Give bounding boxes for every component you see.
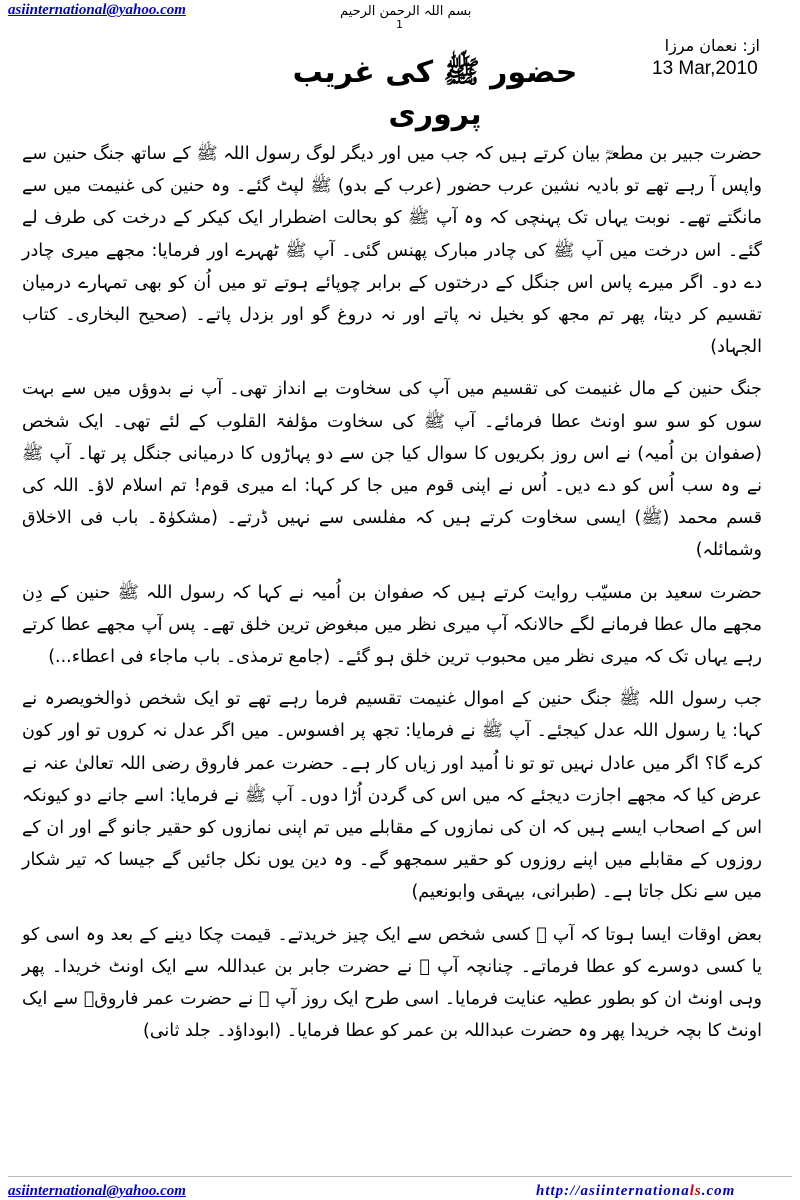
paragraph: جب رسول اللہ ﷺ جنگ حنین کے اموال غنیمت تقسیم فرما رہے تھے تو ایک شخص ذوالخویصرہ نے کہا: یا رسول اللہ عدل کیجئے۔ آپ ﷺ نے فرمایا: تجھ پر افسوس۔ میں اگر عدل نہ کروں تو اور کون کرے گا؟ اگر میں عادل نہیں تو تو نا اُمید اور زیاں کار ہے۔ حضرت عمر فاروق رضی اللہ تعالیٰ عنہ نے عرض کیا کہ مجھے اجازت دیجئے کہ میں اس کی گردن اُڑا دوں۔ آپ ﷺ نے فرمایا: اسے جانے دو کیونکہ اس کے اصحاب ایسے ہیں کہ ان کی نمازوں کے مقابلے میں تم اپنی نمازوں کو حقیر جانو گے اور ان کے روزوں کے مقابلے میں اپنے روزوں کو حقیر سمجھو گے۔ وہ دین یوں نکل جائیں گے جیسا کہ تیر شکار میں سے نکل جاتا ہے۔ (طبرانی، بیہقی وابونعیم) bbox=[22, 689, 762, 903]
article-body bbox=[22, 138, 762, 1057]
paragraph: حضرت سعید بن مسیّب روایت کرتے ہیں کہ صفوان بن اُمیہ نے کہا کہ رسول اللہ ﷺ حنین کے دِن مجھے مال عطا فرمانے لگے حالانکہ آپ میری نظر میں مبغوض ترین خلق تھے۔ پس آپ مجھے عطا کرتے رہے یہاں تک کہ میری نظر میں محبوب ترین خلق ہو گئے۔ (جامع ترمذی۔ باب ماجاء فی اعطاء...) bbox=[22, 582, 762, 668]
footer-email-link[interactable]: asiinternational@yahoo.com bbox=[8, 1183, 186, 1199]
paragraph: جنگ حنین کے مال غنیمت کی تقسیم میں آپ کی سخاوت بے انداز تھی۔ آپ نے بدوؤں میں سے بہت سوں کو سو سو اونٹ عطا فرمائے۔ آپ ﷺ کی سخاوت مؤلفۃ القلوب کے لئے تھی۔ ایک شخص (صفوان بن اُمیہ) نے اس روز بکریوں کا سوال کیا جن سے دو پہاڑوں کا درمیانی جنگل پر تھا۔ آپ ﷺ نے وہ سب اُس کو دے دیں۔ اُس نے اپنی قوم میں جا کر کہا: اے میری قوم! تم اسلام لاؤ۔ اللہ کی قسم محمد (ﷺ) ایسی سخاوت کرتے ہیں کہ مفلسی سے نہیں ڈرتے۔ (مشکوٰۃ۔ باب فی الاخلاق وشمائلہ) bbox=[22, 379, 762, 561]
page-number: 1 bbox=[396, 18, 403, 31]
header-email-link[interactable]: asiinternational@yahoo.com bbox=[8, 2, 186, 18]
article-title: حضور ﷺ کی غریب پروری bbox=[292, 55, 578, 132]
footer-divider bbox=[8, 1176, 792, 1177]
footer-website-link[interactable] bbox=[536, 1183, 735, 1200]
publish-date: 13 Mar,2010 bbox=[652, 58, 758, 79]
footer-url-suffix: .com bbox=[701, 1183, 736, 1199]
footer-url-prefix: http://asiinternationa bbox=[536, 1183, 690, 1199]
author-byline: از: نعمان مرزا bbox=[664, 36, 760, 55]
paragraph: حضرت جبیر بن مطعمؓ بیان کرتے ہیں کہ جب میں اور دیگر لوگ رسول اللہ ﷺ کے ساتھ جنگ حنین سے واپس آ رہے تھے تو بادیہ نشین عرب حضور (عرب کے بدو) ﷺ لپٹ گئے۔ وہ حنین کی غنیمت میں سے مانگتے تھے۔ نوبت یہاں تک پہنچی کہ وہ آپ ﷺ کو بحالت اضطرار ایک کیکر کے درخت کی طرف لے گئے۔ اس درخت میں آپ ﷺ کی چادر مبارک پھنس گئی۔ آپ ﷺ ٹھہرے اور فرمایا: مجھے میری چادر دے دو۔ اگر میرے پاس اس جنگل کے درختوں کے برابر چوپائے ہوتے تو میں اُن کو بھی تمہارے درمیان تقسیم کر دیتا، پھر تم مجھ کو بخیل نہ پاتے اور نہ دروغ گو اور بزدل پاتے۔ (صحیح البخاری۔ کتاب الجہاد) bbox=[22, 144, 762, 358]
footer-url-highlight: ls bbox=[689, 1183, 702, 1199]
paragraph: بعض اوقات ایسا ہوتا کہ آپ ﷺ کسی شخص سے ایک چیز خریدتے۔ قیمت چکا دینے کے بعد وہ اسی کو یا کسی دوسرے کو عطا فرماتے۔ چنانچہ آپ ﷺ نے حضرت جابر بن عبداللہ سے ایک اونٹ خریدا۔ پھر وہی اونٹ ان کو بطور عطیہ عنایت فرمایا۔ اسی طرح ایک روز آپ ﷺ نے حضرت عمر فاروقؓ سے ایک اونٹ کا بچہ خریدا پھر وہ حضرت عبداللہ بن عمر کو عطا فرمایا۔ (ابوداؤد۔ جلد ثانی) bbox=[22, 924, 762, 1042]
bismillah-heading: بسم اللہ الرحمن الرحیم bbox=[340, 4, 472, 19]
